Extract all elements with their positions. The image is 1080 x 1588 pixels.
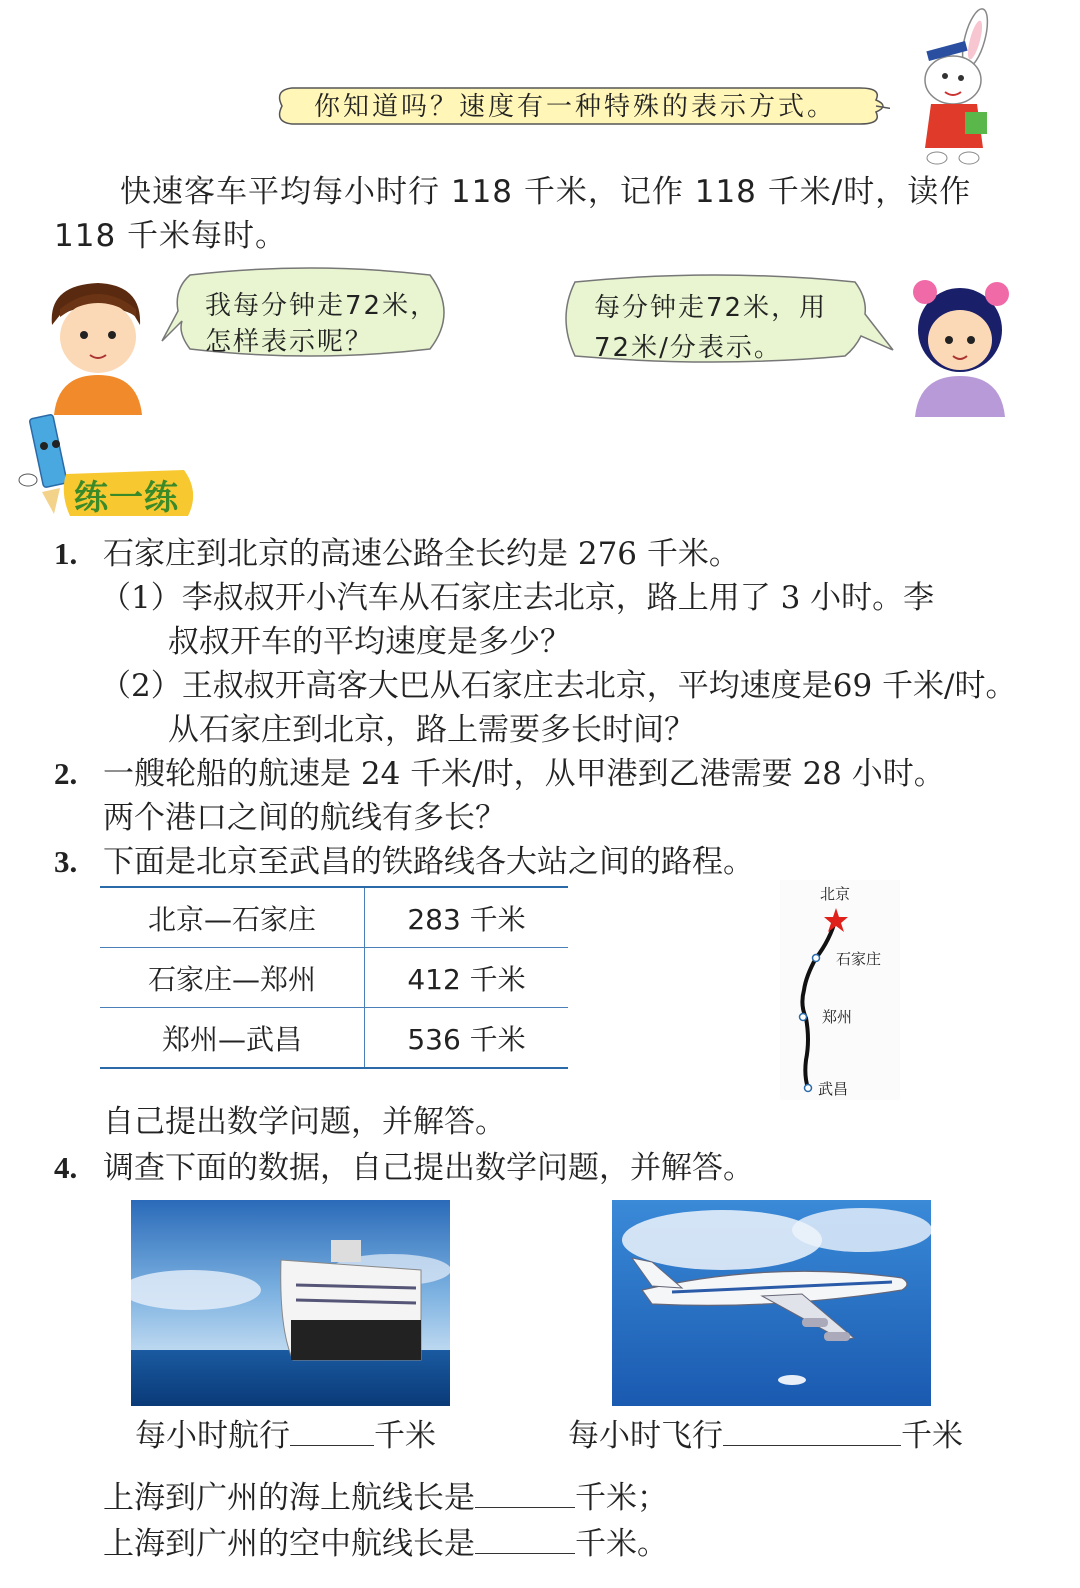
tip-banner-text: 你知道吗？速度有一种特殊的表示方式。 [314,92,837,122]
q3-number: 3. [54,844,78,879]
q3-followup: 自己提出数学问题，并解答。 [103,1104,506,1140]
plane-caption-unit: 千米 [901,1418,963,1454]
sea-route-blank[interactable] [475,1507,575,1508]
intro-line-1: 快速客车平均每小时行 118 千米，记作 118 千米/时，读作 [120,174,972,210]
map-label-zhengzhou: 郑州 [822,1008,853,1026]
ship-speed-blank[interactable] [290,1445,374,1446]
ship-caption-pre: 每小时航行 [135,1418,290,1454]
boy-bubble-line-2: 怎样表示呢？ [205,327,374,357]
air-route-unit: 千米。 [575,1526,668,1562]
railway-map [780,880,900,1100]
girl-character-icon [905,272,1015,417]
table-cell-distance: 283 千米 [365,887,569,948]
air-route-line [103,1522,668,1566]
boy-bubble-line-1: 我每分钟走72米， [205,291,439,321]
station-dot-icon [813,955,820,962]
q4-text: 调查下面的数据，自己提出数学问题，并解答。 [103,1150,754,1186]
station-dot-icon [800,1014,807,1021]
intro-line-2: 118 千米每时。 [54,218,288,254]
map-label-beijing: 北京 [820,885,851,903]
plane-speed-blank[interactable] [723,1445,901,1446]
distance-table [100,886,568,1069]
q2-line-1: 一艘轮船的航速是 24 千米/时，从甲港到乙港需要 28 小时。 [103,756,945,792]
ship-caption [135,1414,436,1458]
q2-line-2: 两个港口之间的航线有多长？ [103,800,506,836]
sea-route-unit: 千米； [575,1480,668,1516]
air-route-pre: 上海到广州的空中航线长是 [103,1526,475,1562]
q1-sub2-line-2: 从石家庄到北京，路上需要多长时间？ [168,712,695,748]
table-row [100,948,568,1008]
cruise-ship-photo [131,1200,450,1406]
girl-bubble-line-1: 每分钟走72米，用 [594,293,828,323]
q1-number: 1. [54,536,78,571]
rabbit-character-icon [905,8,1015,168]
boy-character-icon [38,275,158,415]
girl-bubble-line-2: 72米/分表示。 [594,333,782,363]
q1-sub1-line-2: 叔叔开车的平均速度是多少？ [168,624,571,660]
sea-route-line [103,1476,668,1520]
table-cell-route: 郑州—武昌 [100,1008,365,1069]
q1-sub2-line-1: （2）王叔叔开高客大巴从石家庄去北京，平均速度是69 千米/时。 [100,668,1017,704]
q1-sub1-line-1: （1）李叔叔开小汽车从石家庄去北京，路上用了 3 小时。李 [100,580,935,616]
table-cell-route: 北京—石家庄 [100,887,365,948]
station-dot-icon [805,1085,812,1092]
ship-caption-unit: 千米 [374,1418,436,1454]
plane-caption [568,1414,963,1458]
table-row [100,1008,568,1069]
section-title: 练一练 [74,478,179,518]
q1-text: 石家庄到北京的高速公路全长约是 276 千米。 [103,536,740,572]
air-route-blank[interactable] [475,1553,575,1554]
table-cell-distance: 412 千米 [365,948,569,1008]
airplane-photo [612,1200,931,1406]
q2-number: 2. [54,756,78,791]
q3-text: 下面是北京至武昌的铁路线各大站之间的路程。 [103,844,754,880]
plane-caption-pre: 每小时飞行 [568,1418,723,1454]
map-label-shijiazhuang: 石家庄 [836,950,882,968]
table-cell-distance: 536 千米 [365,1008,569,1069]
table-row [100,887,568,948]
sea-route-pre: 上海到广州的海上航线长是 [103,1480,475,1516]
table-cell-route: 石家庄—郑州 [100,948,365,1008]
q4-number: 4. [54,1150,78,1185]
map-label-wuchang: 武昌 [818,1080,849,1098]
